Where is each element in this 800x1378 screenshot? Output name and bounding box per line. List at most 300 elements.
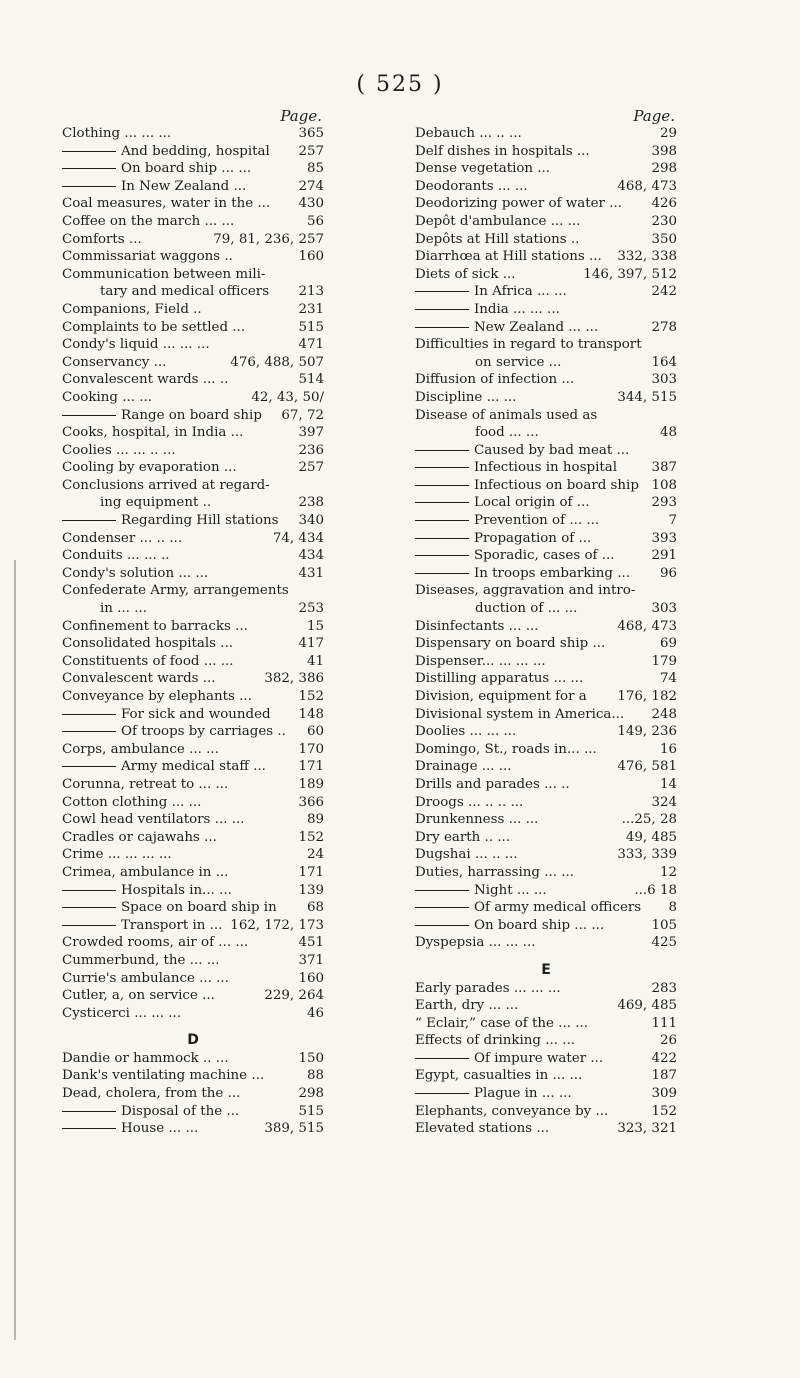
entry-pages: 152 [298,689,324,704]
entry-label: Clothing ... ... ... [62,126,172,141]
index-entry [415,442,677,460]
index-entry [62,987,324,1005]
entry-pages: 309 [651,1086,677,1102]
index-entry [62,547,324,565]
entry-label: Deodorants ... ... [415,178,528,194]
index-entry [415,565,677,583]
index-entry [62,266,324,284]
entry-pages: 426 [651,196,677,212]
index-entry [62,389,324,407]
entry-pages: 257 [298,460,324,476]
entry-label: Commissariat waggons .. [62,249,233,265]
index-entry [415,459,677,477]
index-entry [62,899,324,917]
index-entry [415,1103,677,1121]
index-entry [62,882,324,900]
entry-pages: 515 [298,319,324,335]
index-entries-right [415,125,677,1138]
entry-pages: 340 [298,513,324,529]
entry-label: Cooling by evaporation ... [62,460,237,476]
index-entry [415,882,677,900]
index-entry [62,1120,324,1138]
entry-pages: 68 [306,900,324,916]
index-entry [415,530,677,548]
entry-label: Convalescent wards ... [62,671,216,687]
entry-pages: 344, 515 [617,389,677,405]
index-entry [415,635,677,653]
index-entry [415,917,677,935]
entry-label: Depôt d'ambulance ... ... [415,213,581,229]
entry-label: Disinfectants ... ... [415,618,539,634]
entry-label: Debauch ... .. ... [415,126,522,141]
entry-pages: 49, 485 [625,829,677,845]
entry-label: Army medical staff ... [62,758,298,776]
entry-label: Elephants, conveyance by ... [415,1103,609,1119]
entry-pages: 187 [651,1068,677,1084]
index-entry [62,195,324,213]
index-entry [62,143,324,161]
entry-label: Conveyance by elephants ... [62,689,252,704]
entry-label: Caused by bad meat ... [415,442,677,460]
entry-pages: ...25, 28 [621,812,677,828]
index-entry [62,494,324,512]
margin-shadow [14,560,16,1340]
index-entry [62,688,324,706]
entry-pages: 74, 434 [272,530,324,546]
entry-label: Comforts ... [62,231,142,247]
entry-label: Constituents of food ... ... [62,653,234,669]
entry-label: Convalescent wards ... .. [62,372,229,388]
index-entry [415,494,677,512]
index-entry [415,301,677,319]
entry-label: Coffee on the march ... ... [62,213,235,229]
entry-pages: 303 [651,372,677,388]
index-entry [62,301,324,319]
entry-pages: 149, 236 [617,724,677,740]
index-column-left [62,108,324,1138]
entry-pages: 274 [298,178,324,194]
entry-label: Crimea, ambulance in ... [62,864,229,880]
entry-pages: 323, 321 [617,1121,677,1137]
entry-pages: 69 [659,636,677,652]
index-entry [415,688,677,706]
page-column-label: Page. [280,107,322,125]
entry-label: Dugshai ... .. ... [415,847,518,863]
entry-label: Regarding Hill stations [62,512,298,530]
entry-pages: 231 [298,301,324,317]
entry-pages: 303 [651,601,677,617]
entry-label: Of troops by carriages .. [62,723,307,741]
index-entry [62,1085,324,1103]
index-entry [62,125,324,143]
entry-pages: 171 [298,759,324,775]
entry-label: Difficulties in regard to transport [415,337,642,353]
entry-pages: 111 [651,1015,677,1031]
section-letter: E [541,961,551,978]
entry-pages: 14 [659,776,677,792]
entry-label: Crime ... ... ... ... [62,847,172,863]
section-gap [415,952,677,962]
entry-pages: 291 [651,548,677,564]
entry-pages: 476, 581 [617,759,677,775]
index-entry [62,582,324,600]
entry-label: Conclusions arrived at regard- [62,477,270,493]
index-entry [62,477,324,495]
entry-pages: 189 [298,776,324,792]
index-entry [62,283,324,301]
entry-label: Division, equipment for a [415,689,587,704]
index-entry [62,231,324,249]
entry-pages: 350 [651,231,677,247]
index-entry [415,1015,677,1033]
section-letter: D [187,1032,199,1049]
entry-label: Drainage ... ... [415,759,512,775]
entry-label: ing equipment .. [100,495,212,511]
index-entry [415,407,677,425]
entry-label: Dispensary on board ship ... [415,636,606,652]
index-entry [62,1103,324,1121]
entry-label: duction of ... ... [475,601,578,617]
entry-label: In New Zealand ... [62,178,298,196]
entry-label: Companions, Field .. [62,301,202,317]
entry-pages: 42, 43, 50/ [251,389,324,405]
entry-label: On board ship ... ... [415,917,651,935]
entry-pages: 324 [651,794,677,810]
entry-pages: 171 [298,864,324,880]
entry-label: Dry earth .. ... [415,829,511,845]
entry-label: Infectious in hospital [415,459,651,477]
index-entry [415,758,677,776]
entry-pages: 366 [298,794,324,810]
index-entry [62,442,324,460]
index-entry [415,371,677,389]
index-entry [62,794,324,812]
index-entry [415,512,677,530]
index-entry [415,997,677,1015]
entry-label: Drunkenness ... ... [415,812,539,828]
entry-pages: 333, 339 [617,847,677,863]
index-entry [415,283,677,301]
entry-pages: 468, 473 [617,618,677,634]
entry-label: Currie's ambulance ... ... [62,970,229,986]
entry-pages: 108 [651,477,677,493]
entry-label: Effects of drinking ... ... [415,1033,576,1049]
entry-pages: 514 [298,372,324,388]
index-entry [415,125,677,143]
entry-label: Diffusion of infection ... [415,372,575,388]
index-entry [415,864,677,882]
entry-label: On board ship ... ... [62,160,307,178]
index-entry [415,846,677,864]
entry-label: Droogs ... .. .. ... [415,794,524,810]
entry-label: Cysticerci ... ... ... [62,1005,182,1021]
entry-label: India ... ... ... [415,301,677,319]
index-entry [62,1067,324,1085]
index-entry [415,723,677,741]
entry-pages: 88 [306,1068,324,1084]
entry-pages: 451 [298,935,324,951]
index-entry [62,706,324,724]
page-number: ( 525 ) [356,72,444,97]
entry-pages: 298 [651,161,677,177]
index-entry [415,706,677,724]
entry-pages: 430 [298,196,324,212]
entry-label: Dank's ventilating machine ... [62,1068,265,1084]
entry-label: Corps, ambulance ... ... [62,741,219,757]
entry-label: Transport in ... [62,917,230,935]
index-entry [415,776,677,794]
entry-pages: 139 [298,882,324,898]
entry-pages: 397 [298,425,324,441]
section-gap [62,1022,324,1032]
index-entry [62,248,324,266]
index-entry [62,512,324,530]
entry-label: Elevated stations ... [415,1121,550,1137]
entry-label: “ Eclair,” case of the ... ... [415,1015,589,1031]
index-entry [415,248,677,266]
entry-label: Disposal of the ... [62,1103,298,1121]
index-entry [415,1085,677,1103]
entry-label: food ... ... [475,425,539,441]
index-entry [415,195,677,213]
entry-pages: 213 [298,284,324,300]
entry-label: Corunna, retreat to ... ... [62,776,229,792]
index-column-right [415,108,677,1138]
entry-pages: 382, 386 [264,671,324,687]
entry-label: Delf dishes in hospitals ... [415,143,590,159]
entry-label: House ... ... [62,1120,264,1138]
entry-pages: 160 [298,249,324,265]
entry-pages: 150 [298,1050,324,1066]
index-entry [62,336,324,354]
entry-label: Condy's solution ... ... [62,565,209,581]
index-entry [415,741,677,759]
entry-label: Diseases, aggravation and intro- [415,583,636,599]
entry-pages: 160 [298,970,324,986]
index-entry [62,407,324,425]
entry-label: Dead, cholera, from the ... [62,1086,241,1102]
index-entry [415,477,677,495]
entry-label: Condy's liquid ... ... ... [62,337,210,353]
entry-pages: 293 [651,495,677,511]
index-entry [62,565,324,583]
entry-label: Infectious on board ship [415,477,651,495]
entry-pages: 417 [298,636,324,652]
index-entry [62,829,324,847]
entry-label: Diarrhœa at Hill stations ... [415,249,602,265]
index-entry [415,829,677,847]
entry-pages: 253 [298,601,324,617]
entry-pages: 41 [306,653,324,669]
entry-label: on service ... [475,354,562,370]
entry-pages: 398 [651,143,677,159]
entry-label: Cummerbund, the ... ... [62,952,220,968]
entry-label: Space on board ship in [62,899,307,917]
index-entry [62,723,324,741]
entry-label: Crowded rooms, air of ... ... [62,935,249,951]
index-entry [415,160,677,178]
entry-label: Duties, harrassing ... ... [415,864,575,880]
index-entry [62,1005,324,1023]
entry-pages: 67, 72 [281,407,324,423]
index-entry [62,160,324,178]
entry-label: Cooks, hospital, in India ... [62,425,244,441]
entry-label: tary and medical officers [100,284,270,300]
index-entry [415,670,677,688]
index-entry [415,547,677,565]
entry-pages: 56 [306,213,324,229]
entry-label: Domingo, St., roads in... ... [415,741,597,757]
entry-label: Night ... ... [415,882,634,900]
entry-pages: 230 [651,213,677,229]
index-entry [62,758,324,776]
entry-label: Hospitals in... ... [62,882,298,900]
entry-pages: 248 [651,706,677,722]
entry-label: Disease of animals used as [415,407,598,423]
entry-pages: 74 [659,671,677,687]
entry-label: Drills and parades ... .. [415,776,570,792]
index-entry [415,618,677,636]
index-entry [62,653,324,671]
index-entry [415,1050,677,1068]
entry-label: Dyspepsia ... ... ... [415,935,536,951]
entry-pages: 179 [651,653,677,669]
entry-pages: 152 [298,829,324,845]
index-entry [415,266,677,284]
entry-label: Complaints to be settled ... [62,319,246,335]
entry-label: Distilling apparatus ... ... [415,671,584,687]
index-entry [62,741,324,759]
entry-label: Diets of sick ... [415,266,516,282]
entry-pages: 471 [298,337,324,353]
entry-pages: 422 [651,1050,677,1066]
index-entry [415,1120,677,1138]
entry-pages: 278 [651,319,677,335]
entry-pages: 393 [651,530,677,546]
entry-label: New Zealand ... ... [415,319,651,337]
entry-label: Sporadic, cases of ... [415,547,651,565]
entry-label: Cradles or cajawahs ... [62,829,217,845]
entry-label: Coolies ... ... .. ... [62,442,176,458]
entry-label: Conservancy ... [62,354,167,370]
index-entry [415,811,677,829]
index-entry [62,970,324,988]
entry-pages: 85 [306,161,324,177]
index-entry [415,600,677,618]
entry-pages: 515 [298,1103,324,1119]
index-entry [62,319,324,337]
index-entry [415,354,677,372]
index-entry [415,319,677,337]
index-entry [62,213,324,231]
index-entry [62,600,324,618]
entry-pages: 425 [651,935,677,951]
entry-label: In troops embarking ... [415,565,660,583]
index-entry [62,670,324,688]
entry-pages: 170 [298,741,324,757]
index-entry [415,336,677,354]
entry-label: Dandie or hammock .. ... [62,1050,229,1066]
entry-pages: 387 [651,460,677,476]
index-entry [415,582,677,600]
index-entry [62,618,324,636]
index-entry [62,530,324,548]
entry-pages: 229, 264 [264,988,324,1004]
entry-pages: 236 [298,442,324,458]
entry-pages: 162, 172, 173 [230,917,324,933]
entry-pages: 29 [659,126,677,141]
entry-pages: 48 [659,425,677,441]
entry-label: Local origin of ... [415,494,651,512]
entry-pages: 96 [659,565,677,581]
entry-label: Plague in ... ... [415,1085,651,1103]
entry-label: in ... ... [100,601,147,617]
index-entry [62,811,324,829]
index-entry [62,864,324,882]
entry-pages: 15 [306,618,324,634]
index-entry [62,371,324,389]
entry-pages: ...6 18 [634,882,677,898]
entry-label: Early parades ... ... ... [415,980,561,996]
index-entry [415,653,677,671]
entry-label: Doolies ... ... ... [415,724,517,740]
entry-pages: 60 [306,724,324,740]
entry-pages: 16 [659,741,677,757]
entry-pages: 146, 397, 512 [583,266,677,282]
index-entry [415,980,677,998]
entry-label: Deodorizing power of water ... [415,196,622,212]
entry-pages: 298 [298,1086,324,1102]
index-entry [62,952,324,970]
entry-pages: 12 [659,864,677,880]
entry-pages: 257 [298,143,324,159]
entry-pages: 79, 81, 236, 257 [213,231,324,247]
index-entry [415,934,677,952]
entry-pages: 469, 485 [617,998,677,1014]
index-entry [62,459,324,477]
entry-label: Earth, dry ... ... [415,998,519,1014]
entry-label: Propagation of ... [415,530,651,548]
index-entry [415,178,677,196]
entry-pages: 164 [651,354,677,370]
entry-label: Egypt, casualties in ... ... [415,1068,583,1084]
index-entry [415,1032,677,1050]
entry-label: Condenser ... .. ... [62,530,183,546]
entry-label: For sick and wounded [62,706,298,724]
index-entry [62,776,324,794]
index-entry [62,424,324,442]
entry-pages: 332, 338 [617,249,677,265]
index-entry [62,635,324,653]
index-entry [415,213,677,231]
entry-pages: 238 [298,495,324,511]
entry-pages: 46 [306,1005,324,1021]
index-entry [62,178,324,196]
index-entry [62,917,324,935]
entry-label: Range on board ship [62,407,281,425]
entry-pages: 148 [298,706,324,722]
entry-label: Confederate Army, arrangements [62,583,289,599]
entry-label: Cutler, a, on service ... [62,988,215,1004]
entry-pages: 468, 473 [617,178,677,194]
index-entry [62,354,324,372]
entry-label: Cotton clothing ... ... [62,794,202,810]
entry-pages: 105 [651,917,677,933]
entry-pages: 365 [298,126,324,141]
index-entry [415,231,677,249]
entry-label: Cowl head ventilators ... ... [62,812,245,828]
entry-label: Discipline ... ... [415,389,517,405]
